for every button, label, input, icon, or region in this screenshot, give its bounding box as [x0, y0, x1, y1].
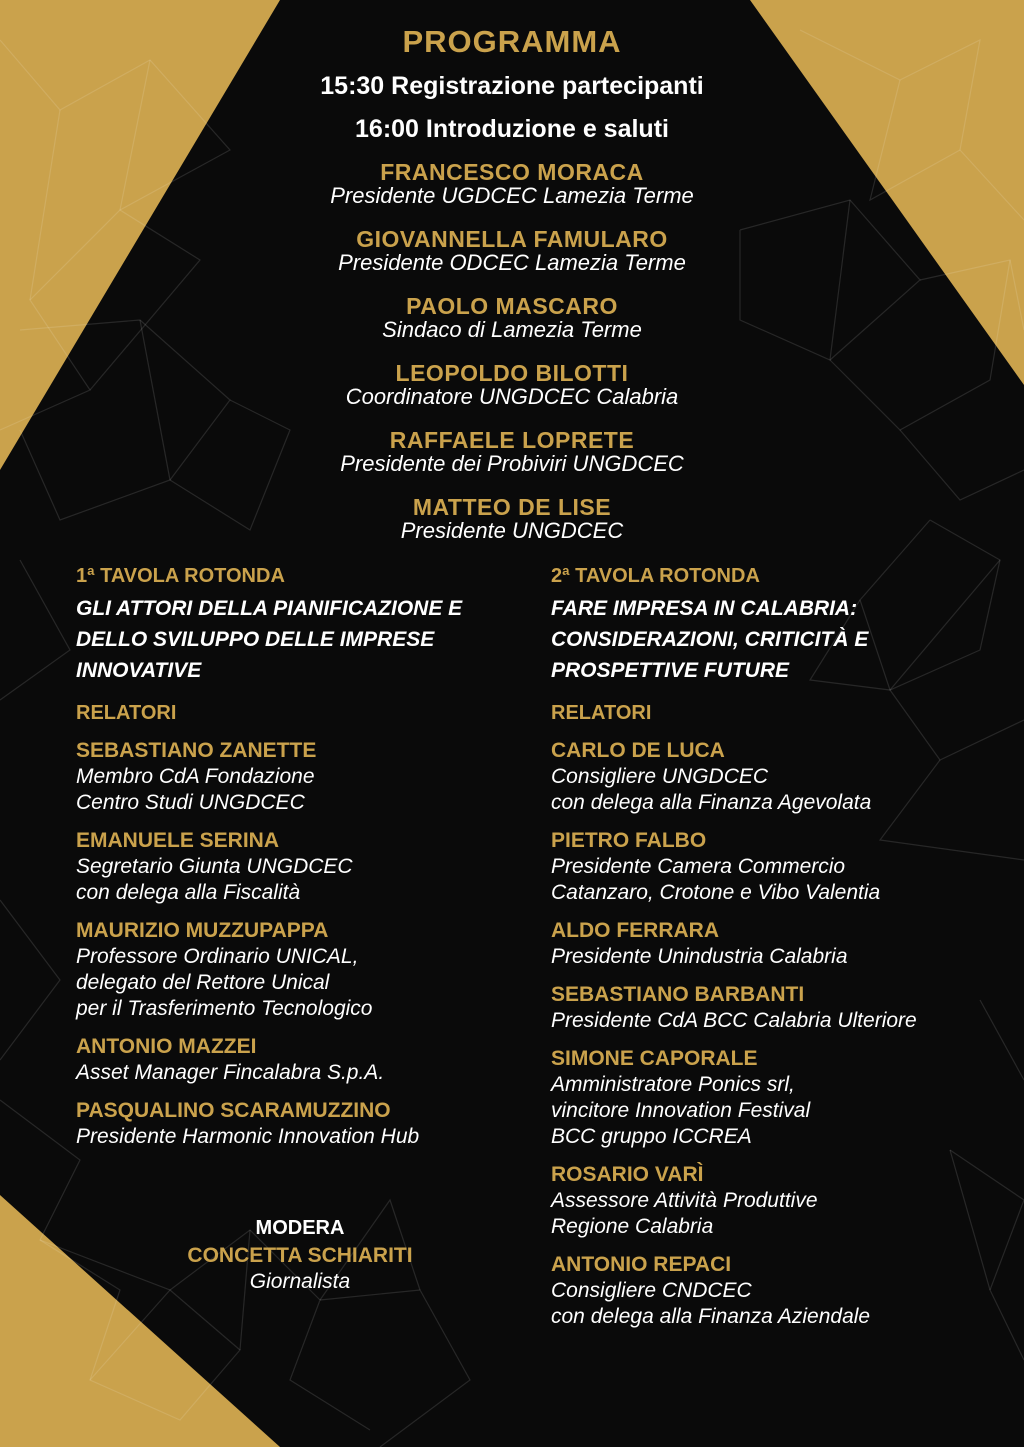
- relatore-role: Asset Manager Fincalabra S.p.A.: [76, 1061, 385, 1084]
- speaker-name: LEOPOLDO BILOTTI: [395, 360, 629, 386]
- relatore-item: [76, 828, 536, 906]
- round-table-title-line: CONSIDERAZIONI, CRITICITÀ E: [551, 628, 869, 651]
- speaker-name: FRANCESCO MORACA: [380, 159, 644, 185]
- speaker-name: GIOVANNELLA FAMULARO: [356, 226, 668, 252]
- speaker-name: PAOLO MASCARO: [406, 293, 618, 319]
- round-table-label: 2ª TAVOLA ROTONDA: [551, 565, 760, 587]
- relatore-item: [76, 1034, 536, 1086]
- speaker-role: Presidente dei Probiviri UNGDCEC: [340, 451, 684, 476]
- relatore-role: con delega alla Finanza Agevolata: [551, 791, 872, 814]
- moderator-role: Giornalista: [249, 1270, 351, 1293]
- relatore-role: Segretario Giunta UNGDCEC: [76, 855, 353, 878]
- moderator-label: MODERA: [255, 1217, 345, 1239]
- schedule-introduction: 16:00 Introduzione e saluti: [355, 115, 669, 143]
- relatore-role: Regione Calabria: [551, 1215, 714, 1238]
- relatore-name: EMANUELE SERINA: [76, 829, 280, 852]
- relatore-role: per il Trasferimento Tecnologico: [76, 997, 373, 1020]
- round-table-title-line: GLI ATTORI DELLA PIANIFICAZIONE E: [76, 597, 463, 620]
- relatore-role: Membro CdA Fondazione: [76, 765, 315, 788]
- round-table-title-line: INNOVATIVE: [76, 659, 202, 682]
- round-table-title-line: FARE IMPRESA IN CALABRIA:: [551, 597, 858, 620]
- speaker-block: [0, 294, 1024, 342]
- speaker-block: [0, 495, 1024, 543]
- speaker-block: [0, 160, 1024, 208]
- relatore-item: [551, 982, 1021, 1034]
- relatore-role: Centro Studi UNGDCEC: [76, 791, 305, 814]
- round-table-2: [551, 563, 1021, 1330]
- speaker-role: Presidente UNGDCEC: [400, 518, 624, 543]
- relatore-role: Presidente Camera Commercio: [551, 855, 846, 878]
- relatore-item: [551, 1046, 1021, 1150]
- relatore-name: CARLO DE LUCA: [551, 739, 725, 762]
- relatore-role: Amministratore Ponics srl,: [551, 1073, 795, 1096]
- speaker-name: MATTEO DE LISE: [412, 494, 612, 520]
- relatore-name: PASQUALINO SCARAMUZZINO: [76, 1099, 391, 1122]
- relatore-item: [551, 828, 1021, 906]
- speaker-role: Coordinatore UNGDCEC Calabria: [345, 384, 679, 409]
- relatore-role: Presidente Unindustria Calabria: [551, 945, 848, 968]
- relatore-role: vincitore Innovation Festival: [551, 1099, 811, 1122]
- relatore-role: con delega alla Fiscalità: [76, 881, 301, 904]
- relatori-label: RELATORI: [76, 702, 177, 724]
- relatore-role: con delega alla Finanza Aziendale: [551, 1305, 871, 1328]
- round-table-title: [551, 593, 1021, 686]
- relatore-role: Presidente CdA BCC Calabria Ulteriore: [551, 1009, 917, 1032]
- relatore-item: [76, 1098, 536, 1150]
- relatore-item: [76, 738, 536, 816]
- moderator-block: [150, 1214, 450, 1294]
- relatore-name: SIMONE CAPORALE: [551, 1047, 758, 1070]
- relatore-item: [551, 1162, 1021, 1240]
- moderator-name: CONCETTA SCHIARITI: [187, 1244, 413, 1267]
- round-table-label: 1ª TAVOLA ROTONDA: [76, 565, 285, 587]
- relatori-label: RELATORI: [551, 702, 652, 724]
- relatore-name: ANTONIO REPACI: [551, 1253, 732, 1276]
- speaker-block: [0, 227, 1024, 275]
- speaker-name: RAFFAELE LOPRETE: [389, 427, 635, 453]
- relatore-role: Catanzaro, Crotone e Vibo Valentia: [551, 881, 881, 904]
- speaker-role: Sindaco di Lamezia Terme: [382, 317, 642, 342]
- relatore-name: SEBASTIANO BARBANTI: [551, 983, 805, 1006]
- speaker-block: [0, 428, 1024, 476]
- speaker-block: [0, 361, 1024, 409]
- relatore-role: Professore Ordinario UNICAL,: [76, 945, 359, 968]
- relatore-name: ALDO FERRARA: [551, 919, 719, 942]
- schedule-registration: 15:30 Registrazione partecipanti: [320, 72, 704, 100]
- relatore-role: BCC gruppo ICCREA: [551, 1125, 752, 1148]
- relatore-role: delegato del Rettore Unical: [76, 971, 330, 994]
- relatore-role: Assessore Attività Produttive: [551, 1189, 818, 1212]
- relatore-role: Presidente Harmonic Innovation Hub: [76, 1125, 420, 1148]
- relatore-item: [551, 1252, 1021, 1330]
- round-table-title-line: PROSPETTIVE FUTURE: [551, 659, 790, 682]
- relatore-item: [551, 918, 1021, 970]
- round-table-1: [76, 563, 536, 1150]
- relatore-name: PIETRO FALBO: [551, 829, 707, 852]
- relatore-name: MAURIZIO MUZZUPAPPA: [76, 919, 329, 942]
- relatore-name: ROSARIO VARÌ: [551, 1163, 704, 1186]
- relatore-role: Consigliere UNGDCEC: [551, 765, 769, 788]
- round-table-title: [76, 593, 536, 686]
- relatore-name: SEBASTIANO ZANETTE: [76, 739, 317, 762]
- relatore-name: ANTONIO MAZZEI: [76, 1035, 257, 1058]
- speaker-role: Presidente UGDCEC Lamezia Terme: [330, 183, 694, 208]
- relatore-item: [551, 738, 1021, 816]
- round-table-title-line: DELLO SVILUPPO DELLE IMPRESE: [76, 628, 435, 651]
- speaker-role: Presidente ODCEC Lamezia Terme: [338, 250, 686, 275]
- relatore-item: [76, 918, 536, 1022]
- program-title: PROGRAMMA: [402, 24, 622, 59]
- relatore-role: Consigliere CNDCEC: [551, 1279, 752, 1302]
